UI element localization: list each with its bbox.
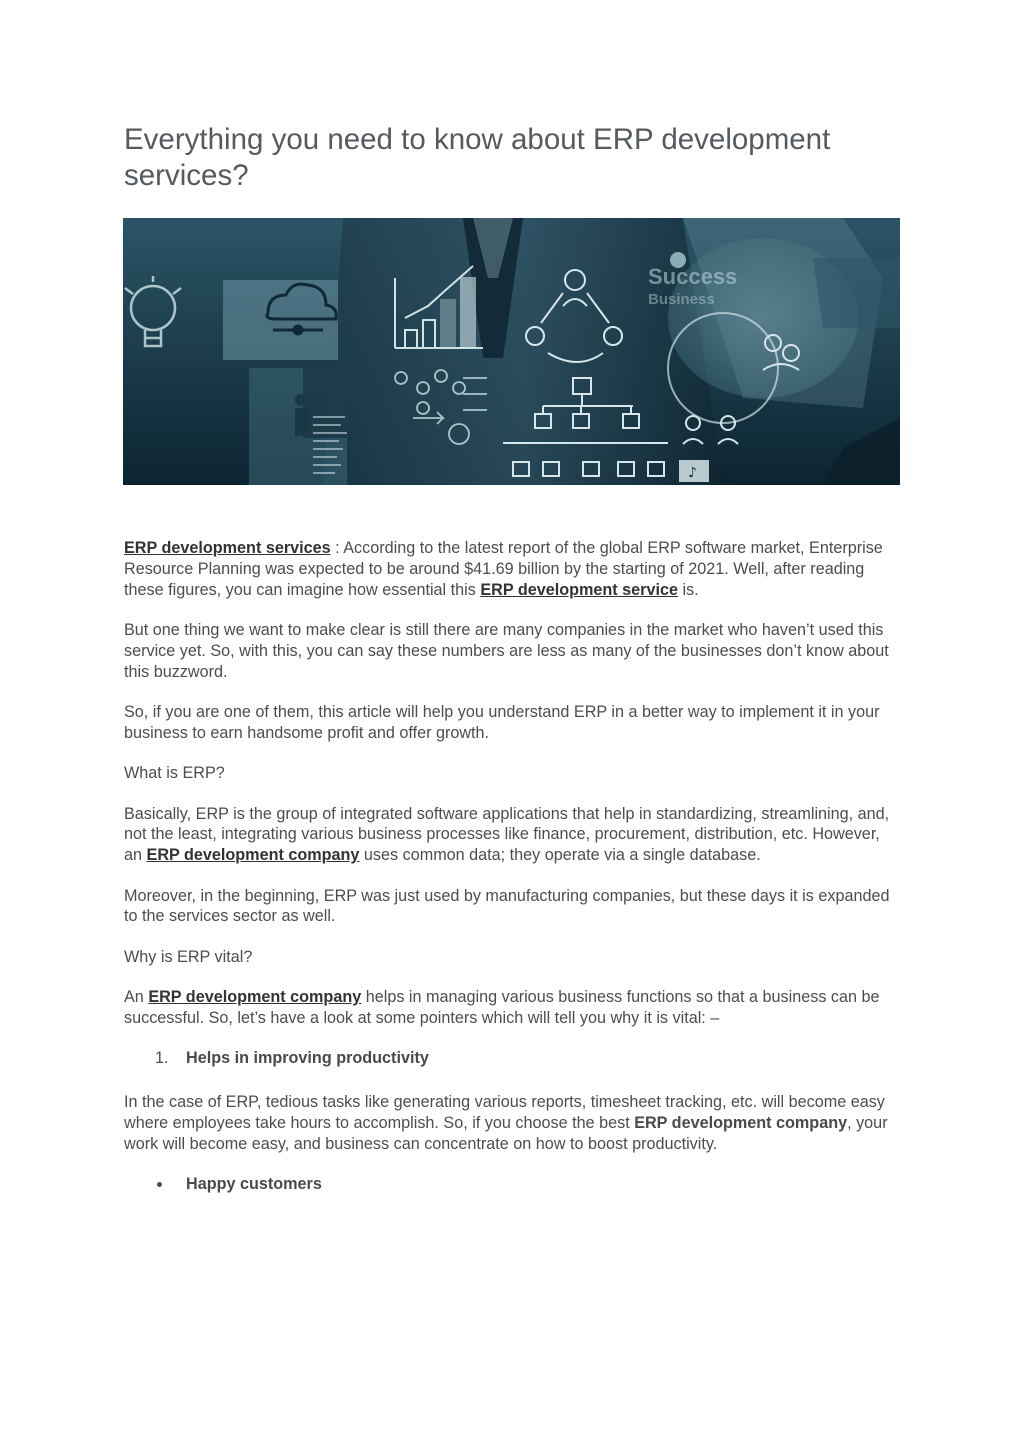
paragraph-7: In the case of ERP, tedious tasks like generating various reports, timesheet tracking, etc. will become easy where employees take hours to accomplish. So, if you choose the best ERP development company, your work will become easy, and business can concentrate on how to boost productivity. <box>124 1093 888 1153</box>
bullet-icon <box>157 1182 162 1187</box>
article-body <box>124 538 900 1218</box>
hero-success-text: Success <box>648 264 738 289</box>
paragraph-3: So, if you are one of them, this article will help you understand ERP in a better way to implement it in your business to earn handsome profit and offer growth. <box>124 702 880 742</box>
list-item-label: Helps in improving productivity <box>186 1049 429 1068</box>
paragraph-6: An ERP development company helps in managing various business functions so that a business can be successful. So, let’s have a look at some pointers which will tell you why it is vital: – <box>124 988 880 1027</box>
heading-what-is-erp: What is ERP? <box>124 764 225 783</box>
list-item-happy-customers <box>124 1174 900 1195</box>
paragraph-2: But one thing we want to make clear is still there are many companies in the market who haven’t used this service yet. So, with this, you can say these numbers are less as many of the businesses don’t know about this buzzword. <box>124 620 889 681</box>
list-item-label: Happy customers <box>186 1175 322 1194</box>
paragraph-5: Moreover, in the beginning, ERP was just used by manufacturing companies, but these days it is expanded to the services sector as well. <box>124 886 890 926</box>
erp-service-link[interactable]: ERP development service <box>480 580 678 599</box>
erp-services-link[interactable]: ERP development services <box>124 539 331 557</box>
hero-image <box>123 218 900 485</box>
erp-company-link-2[interactable]: ERP development company <box>148 988 362 1007</box>
page-title: Everything you need to know about ERP development services? <box>124 123 831 192</box>
erp-illustration <box>123 218 900 485</box>
hero-business-text: Business <box>648 291 715 308</box>
erp-company-bold: ERP development company <box>634 1113 848 1132</box>
erp-company-link-1[interactable]: ERP development company <box>146 846 360 865</box>
heading-why-erp-vital: Why is ERP vital? <box>124 947 253 966</box>
music-icon: ♪ <box>688 465 697 481</box>
intro-paragraph: ERP development services : According to the latest report of the global ERP software market, Enterprise Resource Planning was expected to be around $41.69 billion by the starting of 2021. Well, after reading these figures, you can imagine how essential this ERP development service is. <box>124 539 883 599</box>
paragraph-4: Basically, ERP is the group of integrated software applications that help in standardizing, streamlining, and, not the least, integrating various business processes like finance, procurement, distribution, etc. However, an ERP development company uses common data; they operate via a single database. <box>124 804 890 865</box>
list-number: 1. <box>155 1049 169 1068</box>
list-item-productivity <box>124 1048 900 1069</box>
